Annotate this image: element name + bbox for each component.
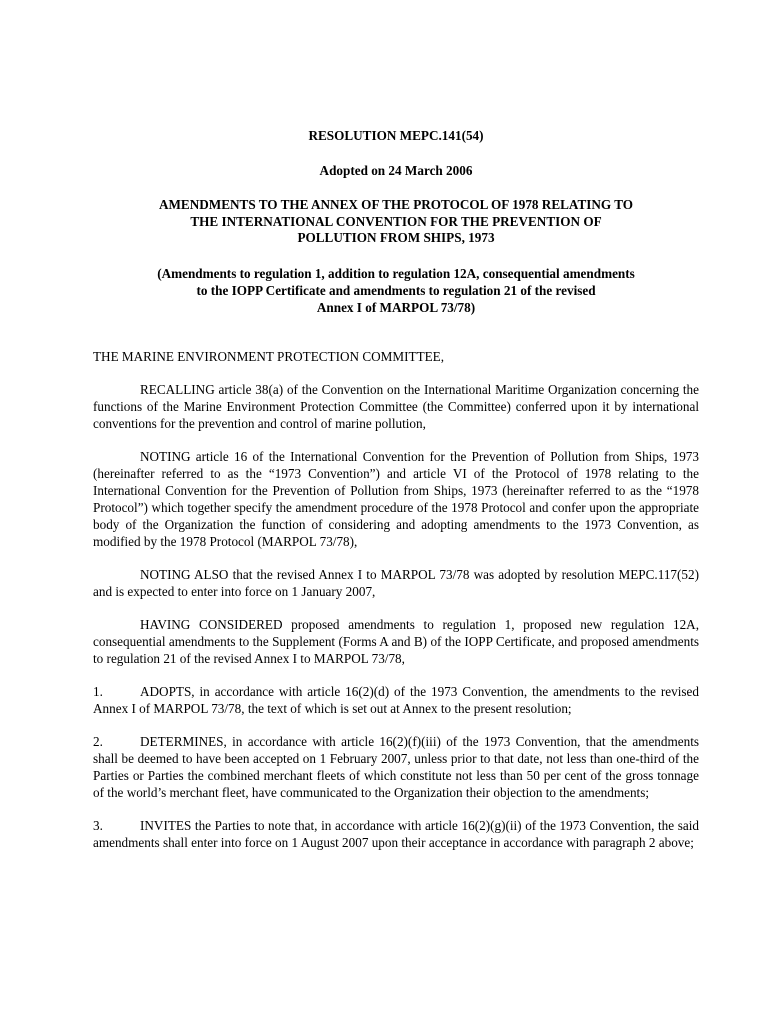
- paragraph-number: 2.: [93, 733, 103, 749]
- committee-name: THE MARINE ENVIRONMENT PROTECTION COMMITTEE,: [93, 348, 445, 364]
- preamble-noting-also: NOTING ALSO that the revised Annex I to MARPOL 73/78 was adopted by resolution MEPC.117(52) and is expected to enter into force on 1 January 2007,: [93, 566, 699, 599]
- operative-paragraph-2: [93, 733, 699, 801]
- resolution-title: RESOLUTION MEPC.141(54): [308, 128, 484, 143]
- heading-line: AMENDMENTS TO THE ANNEX OF THE PROTOCOL OF 1978 RELATING TO: [158, 197, 634, 212]
- paragraph-number: 3.: [93, 817, 103, 833]
- heading-line: THE INTERNATIONAL CONVENTION FOR THE PREVENTION OF: [190, 213, 602, 229]
- subheading-line: (Amendments to regulation 1, addition to regulation 12A, consequential amendments: [157, 265, 635, 281]
- paragraph-text: ADOPTS, in accordance with article 16(2)(d) of the 1973 Convention, the amendments to the revised Annex I of MARPOL 73/78, the text of which is set out at Annex to the present resolution;: [93, 683, 699, 716]
- heading-line: POLLUTION FROM SHIPS, 1973: [297, 230, 495, 245]
- paragraph-text: DETERMINES, in accordance with article 16(2)(f)(iii) of the 1973 Convention, that the amendments shall be deemed to have been accepted on 1 February 2007, unless prior to that date, not less than one-third of the Parties or Parties the combined merchant fleets of which constitute not less than 50 per cent of the gross tonnage of the world’s merchant fleet, have communicated to the Organization their objection to the amendments;: [93, 733, 699, 800]
- operative-paragraph-3: [93, 817, 699, 851]
- subheading-line: to the IOPP Certificate and amendments to regulation 21 of the revised: [196, 282, 596, 298]
- preamble-recalling: RECALLING article 38(a) of the Convention on the International Maritime Organization concerning the functions of the Marine Environment Protection Committee (the Committee) conferred upon it by international conventions for the prevention and control of marine pollution,: [93, 381, 699, 431]
- preamble-having-considered: HAVING CONSIDERED proposed amendments to regulation 1, proposed new regulation 12A, consequential amendments to the Supplement (Forms A and B) of the IOPP Certificate, and proposed amendments to regulation 21 of the revised Annex I to MARPOL 73/78,: [93, 616, 699, 666]
- paragraph-number: 1.: [93, 683, 103, 699]
- paragraph-text: INVITES the Parties to note that, in accordance with article 16(2)(g)(ii) of the 1973 Convention, the said amendments shall enter into force on 1 August 2007 upon their acceptance in accordance with paragraph 2 above;: [93, 817, 699, 850]
- adoption-date: Adopted on 24 March 2006: [319, 163, 473, 178]
- document-heading: [93, 197, 699, 247]
- subheading-line: Annex I of MARPOL 73/78): [316, 299, 476, 315]
- operative-paragraph-1: [93, 683, 699, 717]
- document-subheading: [93, 265, 699, 316]
- document-page: [93, 0, 699, 851]
- preamble-noting: NOTING article 16 of the International Convention for the Prevention of Pollution from Ships, 1973 (hereinafter referred to as the “1973 Convention”) and article VI of the Protocol of 1978 relating to the International Convention for the Prevention of Pollution from Ships, 1973 (hereinafter referred to as the “1978 Protocol”) which together specify the amendment procedure of the 1978 Protocol and confer upon the appropriate body of the Organization the function of considering and adopting amendments to the 1973 Convention, as modified by the 1978 Protocol (MARPOL 73/78),: [93, 448, 699, 549]
